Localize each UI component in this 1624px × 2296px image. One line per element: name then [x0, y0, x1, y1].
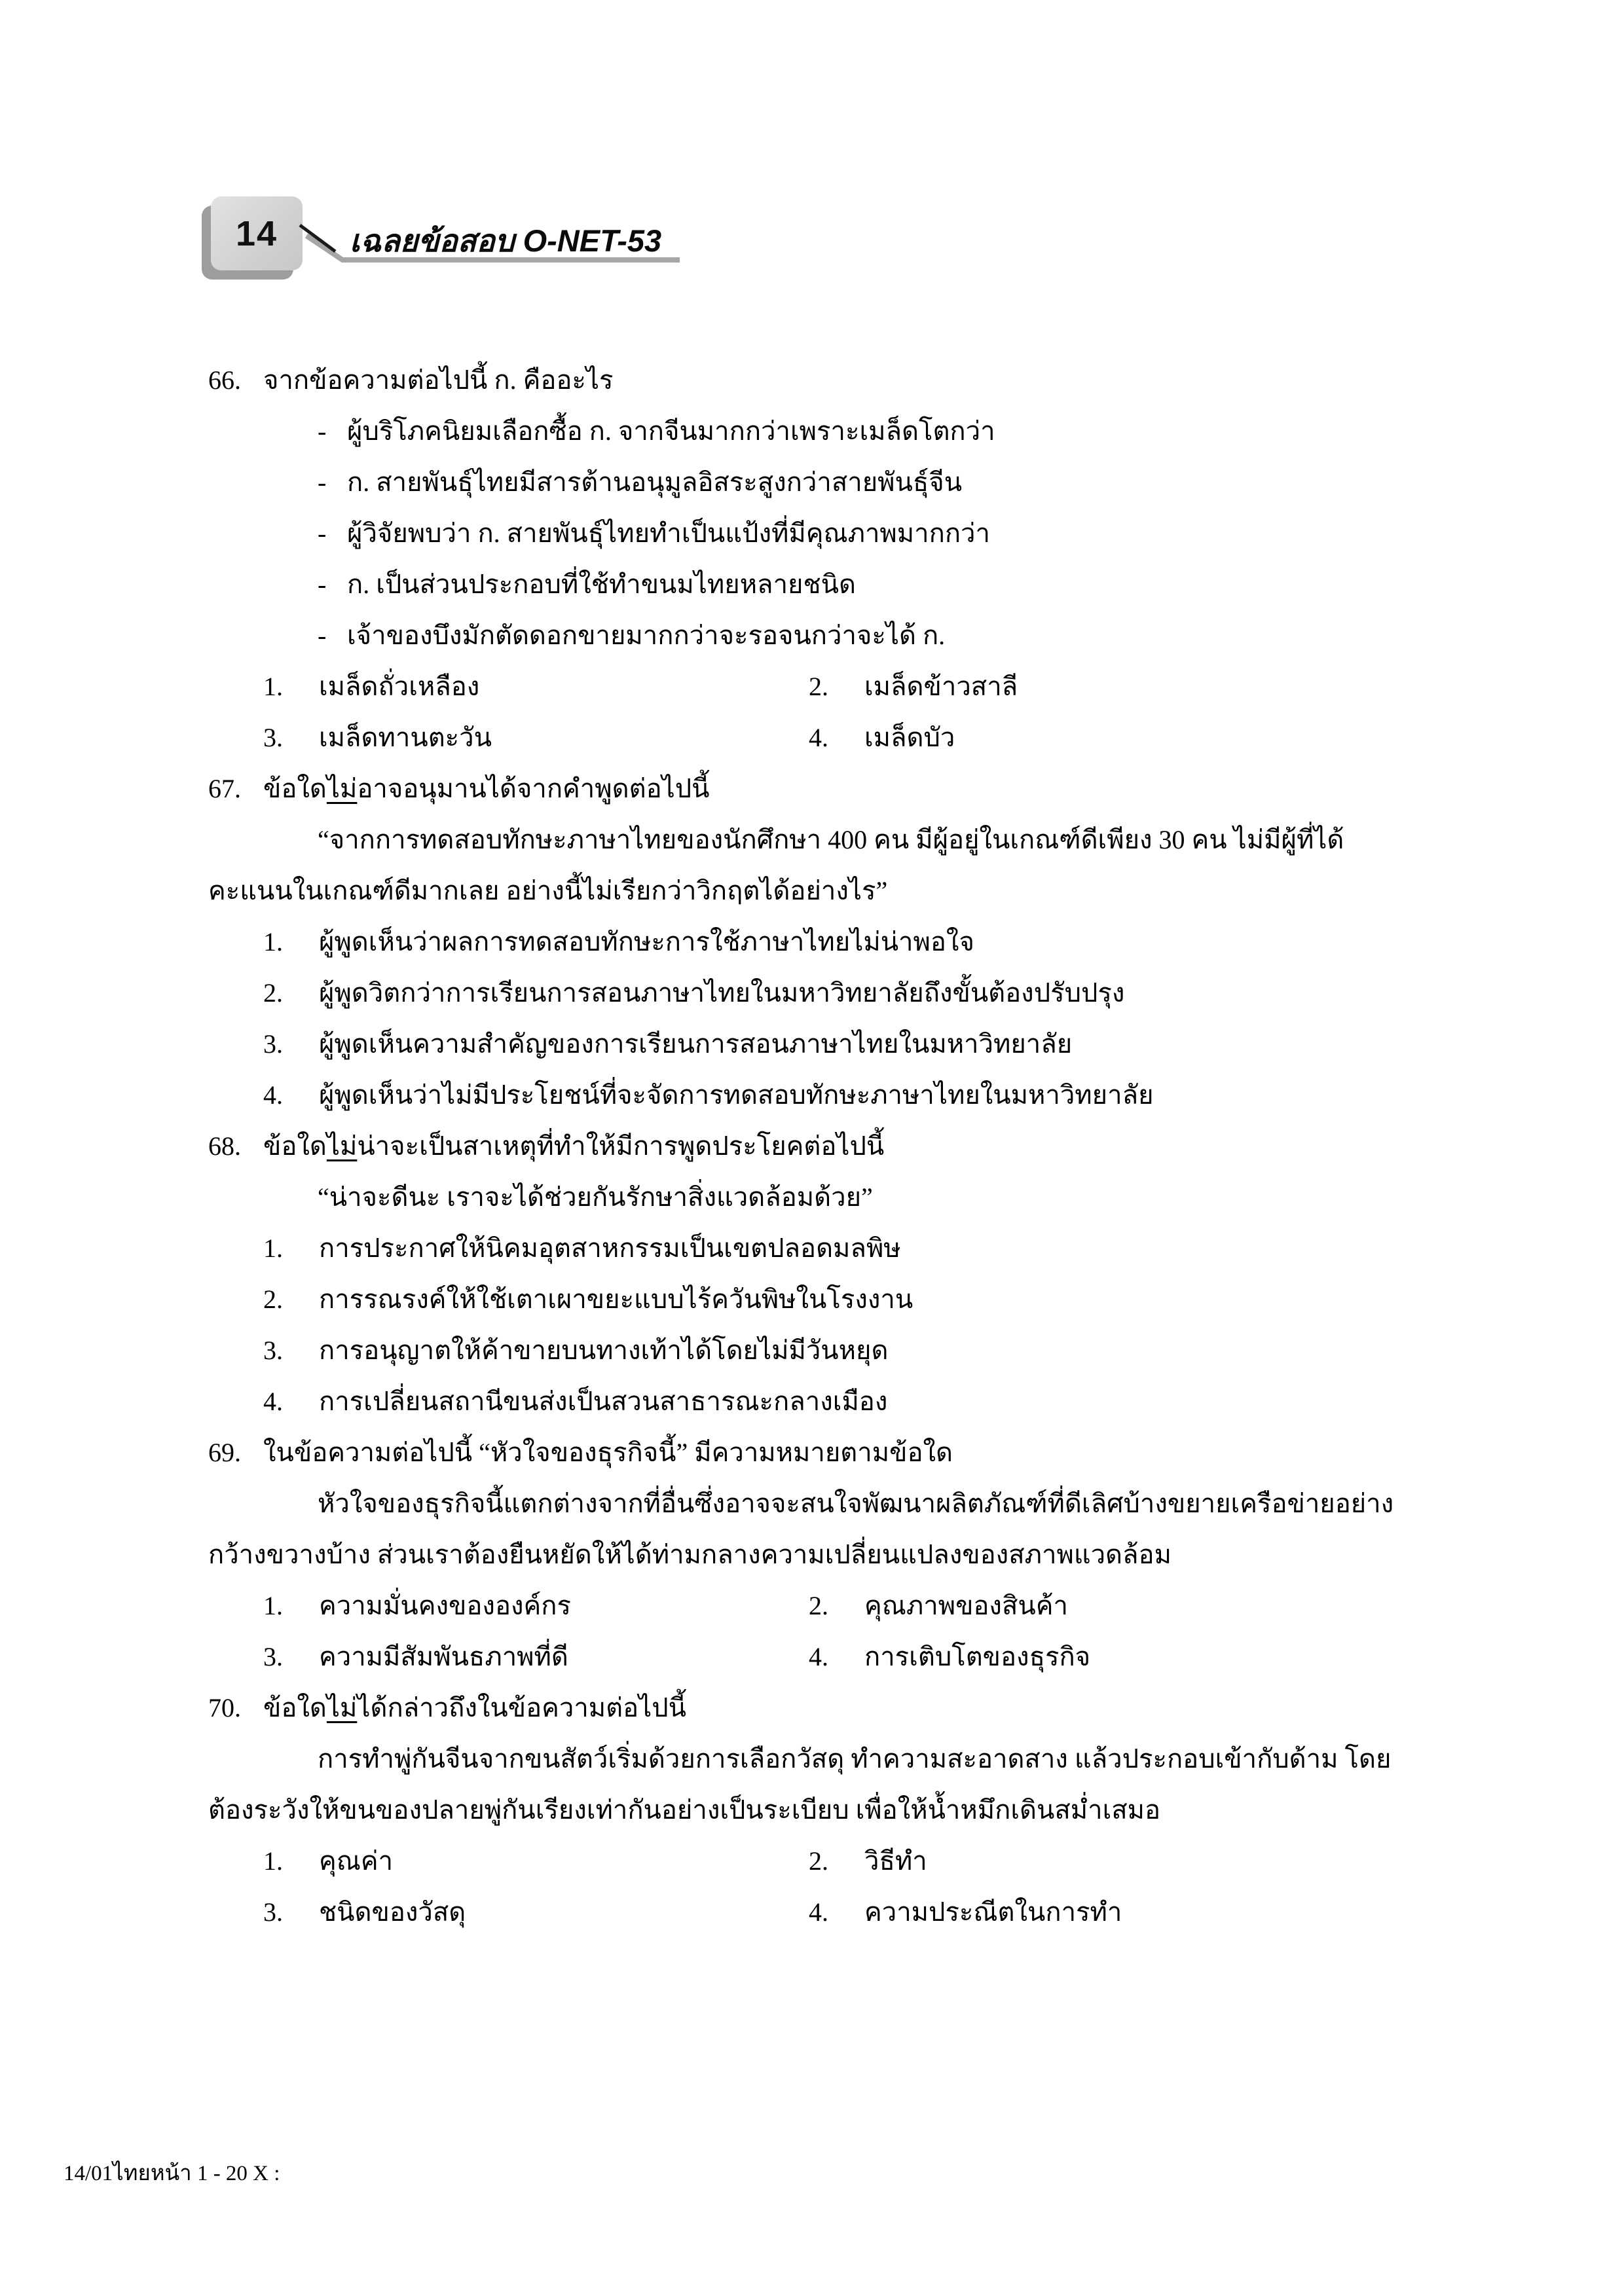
- passage-text: ต้องระวังให้ขนของปลายพู่กันเรียงเท่ากันอย่างเป็นระเบียบ เพื่อให้น้ำหมึกเดินสม่ำเสมอ: [208, 1795, 1161, 1825]
- choices-row: [208, 1631, 1531, 1683]
- question-69: [208, 1427, 1531, 1478]
- choice-number: 2.: [809, 1591, 828, 1620]
- bullet-text: ก. เป็นส่วนประกอบที่ใช้ทำขนมไทยหลายชนิด: [347, 570, 856, 599]
- bullet-text: ผู้วิจัยพบว่า ก. สายพันธุ์ไทยทำเป็นแป้งที่มีคุณภาพมากกว่า: [347, 519, 990, 548]
- choice-row: [208, 968, 1531, 1019]
- choice-row: [208, 1019, 1531, 1070]
- choice-row: [208, 1274, 1531, 1325]
- context-bullet: [208, 457, 1531, 508]
- choices-row: [208, 712, 1531, 763]
- choice-number: 4.: [809, 1897, 828, 1927]
- bullet-dash: -: [318, 570, 327, 599]
- choice-text: คุณค่า: [319, 1846, 394, 1876]
- choice-number: 4.: [263, 1080, 283, 1110]
- question-number: 67.: [208, 774, 241, 803]
- choice-number: 4.: [263, 1387, 283, 1416]
- passage-text: “น่าจะดีนะ เราจะได้ช่วยกันรักษาสิ่งแวดล้อมด้วย”: [318, 1182, 873, 1212]
- context-bullet: [208, 610, 1531, 661]
- context-bullet: [208, 508, 1531, 559]
- question-text-pre: จากข้อความต่อไปนี้ ก. คืออะไร: [263, 365, 614, 395]
- question-text-post: อาจอนุมานได้จากคำพูดต่อไปนี้: [357, 774, 710, 803]
- passage-text: หัวใจของธุรกิจนี้แตกต่างจากที่อื่นซึ่งอาจจะสนใจพัฒนาผลิตภัณฑ์ที่ดีเลิศบ้างขยายเครือข่ายอย่าง: [318, 1489, 1394, 1518]
- question-text: [263, 365, 614, 395]
- choice-number: 4.: [809, 1642, 828, 1671]
- question-text-pre: ในข้อความต่อไปนี้ “หัวใจของธุรกิจนี้” มีความหมายตามข้อใด: [263, 1438, 953, 1467]
- question-text-post: น่าจะเป็นสาเหตุที่ทำให้มีการพูดประโยคต่อไปนี้: [357, 1131, 885, 1161]
- choice-text: ความประณีตในการทำ: [864, 1897, 1122, 1927]
- passage-line: [208, 1734, 1531, 1785]
- choice-row: [208, 1223, 1531, 1274]
- choice-text: วิธีทำ: [864, 1846, 927, 1876]
- page-number: 14: [235, 213, 278, 253]
- choice-number: 1.: [263, 1846, 283, 1876]
- choice-number: 3.: [263, 1336, 283, 1365]
- choices-row: [208, 1887, 1531, 1938]
- choice-number: 3.: [263, 1897, 283, 1927]
- choices-row: [208, 1836, 1531, 1887]
- choice-number: 2.: [263, 978, 283, 1008]
- passage-line: [208, 1785, 1531, 1836]
- context-bullet: [208, 406, 1531, 457]
- context-bullet: [208, 559, 1531, 610]
- question-text: [263, 1131, 884, 1161]
- passage-text: คะแนนในเกณฑ์ดีมากเลย อย่างนี้ไม่เรียกว่าวิกฤตได้อย่างไร”: [208, 876, 888, 905]
- choice-number: 2.: [263, 1285, 283, 1314]
- choice-row: [208, 1376, 1531, 1427]
- question-66: [208, 355, 1531, 406]
- question-number: 68.: [208, 1131, 241, 1161]
- choice-text: ชนิดของวัสดุ: [319, 1897, 466, 1927]
- page-title: เฉลยข้อสอบ O-NET-53: [350, 223, 662, 258]
- choice-row: [208, 1325, 1531, 1376]
- choice-number: 2.: [809, 672, 828, 701]
- passage-text: “จากการทดสอบทักษะภาษาไทยของนักศึกษา 400 คน มีผู้อยู่ในเกณฑ์ดีเพียง 30 คน ไม่มีผู้ที่ได้: [318, 825, 1344, 854]
- question-number: 69.: [208, 1438, 241, 1467]
- choice-text: การประกาศให้นิคมอุตสาหกรรมเป็นเขตปลอดมลพิษ: [319, 1233, 901, 1263]
- choice-number: 2.: [809, 1846, 828, 1876]
- choice-text: ผู้พูดเห็นว่าไม่มีประโยชน์ที่จะจัดการทดสอบทักษะภาษาไทยในมหาวิทยาลัย: [319, 1080, 1154, 1110]
- passage-line: [208, 1529, 1531, 1580]
- choice-number: 3.: [263, 723, 283, 752]
- question-text: [263, 1693, 686, 1722]
- choice-number: 4.: [809, 723, 828, 752]
- bullet-text: เจ้าของบึงมักตัดดอกขายมากกว่าจะรอจนกว่าจะได้ ก.: [347, 621, 946, 650]
- choice-number: 1.: [263, 927, 283, 957]
- bullet-dash: -: [318, 519, 327, 548]
- choice-text: ผู้พูดวิตกว่าการเรียนการสอนภาษาไทยในมหาวิทยาลัยถึงขั้นต้องปรับปรุง: [319, 978, 1125, 1008]
- choice-row: [208, 1070, 1531, 1121]
- question-text: [263, 1438, 953, 1467]
- choices-row: [208, 661, 1531, 712]
- question-67: [208, 763, 1531, 814]
- question-text-pre: ข้อใด: [263, 1131, 327, 1161]
- bullet-text: ก. สายพันธุ์ไทยมีสารต้านอนุมูลอิสระสูงกว่าสายพันธุ์จีน: [347, 467, 963, 497]
- question-text: [263, 774, 709, 803]
- question-68: [208, 1121, 1531, 1172]
- passage-line: [208, 1172, 1531, 1223]
- choice-number: 1.: [263, 1591, 283, 1620]
- choice-text: การรณรงค์ให้ใช้เตาเผาขยะแบบไร้ควันพิษในโรงงาน: [319, 1285, 913, 1314]
- bullet-text: ผู้บริโภคนิยมเลือกซื้อ ก. จากจีนมากกว่าเพราะเมล็ดโตกว่า: [347, 416, 995, 446]
- passage-line: [208, 1478, 1531, 1529]
- choice-number: 1.: [263, 672, 283, 701]
- choice-text: เมล็ดทานตะวัน: [319, 723, 492, 752]
- questions-area: [208, 355, 1531, 1938]
- question-70: [208, 1683, 1531, 1734]
- bullet-dash: -: [318, 467, 327, 497]
- bullet-dash: -: [318, 416, 327, 446]
- choice-text: ผู้พูดเห็นความสำคัญของการเรียนการสอนภาษาไทยในมหาวิทยาลัย: [319, 1029, 1073, 1059]
- question-text-underlined: ไม่: [326, 1131, 358, 1161]
- choice-text: เมล็ดบัว: [864, 723, 955, 752]
- choice-text: เมล็ดถั่วเหลือง: [319, 672, 480, 701]
- choice-text: ความมั่นคงขององค์กร: [319, 1591, 571, 1620]
- passage-line: [208, 866, 1531, 917]
- question-number: 66.: [208, 365, 241, 395]
- choice-number: 3.: [263, 1029, 283, 1059]
- choice-number: 1.: [263, 1233, 283, 1263]
- question-text-underlined: ไม่: [326, 1693, 358, 1722]
- question-text-post: ได้กล่าวถึงในข้อความต่อไปนี้: [357, 1693, 686, 1722]
- passage-text: กว้างขวางบ้าง ส่วนเราต้องยืนหยัดให้ได้ท่ามกลางความเปลี่ยนแปลงของสภาพแวดล้อม: [208, 1540, 1172, 1569]
- question-number: 70.: [208, 1693, 241, 1722]
- footer-print-code: 14/01ไทยหน้า 1 - 20 X :: [64, 2162, 280, 2185]
- page-number-tab: [211, 196, 303, 270]
- choice-text: การเปลี่ยนสถานีขนส่งเป็นสวนสาธารณะกลางเมือง: [319, 1387, 888, 1416]
- passage-line: [208, 814, 1531, 866]
- question-text-pre: ข้อใด: [263, 1693, 327, 1722]
- choices-row: [208, 1580, 1531, 1631]
- bullet-dash: -: [318, 621, 327, 650]
- choice-text: ความมีสัมพันธภาพที่ดี: [319, 1642, 568, 1671]
- question-text-pre: ข้อใด: [263, 774, 327, 803]
- choice-text: ผู้พูดเห็นว่าผลการทดสอบทักษะการใช้ภาษาไทยไม่น่าพอใจ: [319, 927, 974, 957]
- passage-text: การทำพู่กันจีนจากขนสัตว์เริ่มด้วยการเลือกวัสดุ ทำความสะอาดสาง แล้วประกอบเข้ากับด้าม โดย: [318, 1744, 1392, 1774]
- choice-text: การอนุญาตให้ค้าขายบนทางเท้าได้โดยไม่มีวันหยุด: [319, 1336, 889, 1365]
- choice-number: 3.: [263, 1642, 283, 1671]
- choice-text: เมล็ดข้าวสาลี: [864, 672, 1018, 701]
- choice-text: คุณภาพของสินค้า: [864, 1591, 1068, 1620]
- choice-text: การเติบโตของธุรกิจ: [864, 1642, 1091, 1671]
- choice-row: [208, 917, 1531, 968]
- question-text-underlined: ไม่: [326, 774, 358, 803]
